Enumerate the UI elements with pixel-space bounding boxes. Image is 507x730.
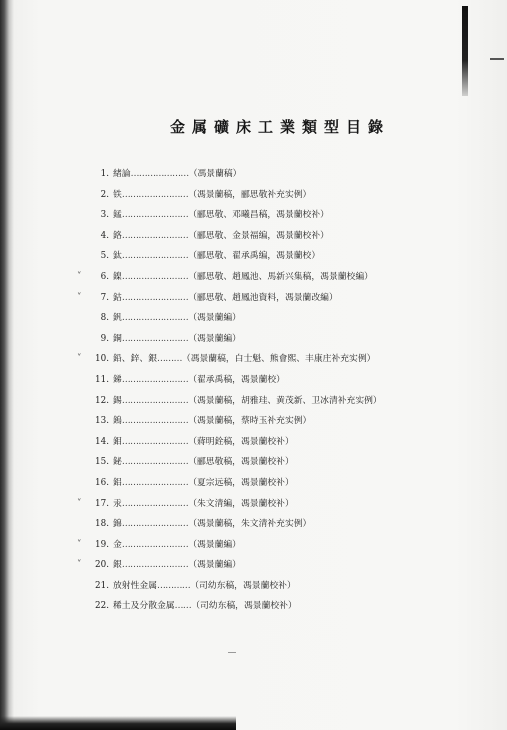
entry-title: 銅: [113, 333, 122, 344]
entry-credit: （朱文清編，馮景蘭校补）: [188, 498, 294, 509]
toc-entry: [86, 226, 446, 247]
toc-entry: [86, 411, 446, 432]
entry-credit: （郦思敬、金景福编，馮景蘭校补）: [188, 230, 329, 241]
scan-shadow-left: [0, 0, 14, 730]
page-title: 金属礦床工業類型目錄: [170, 118, 391, 136]
entry-leader-dots: ……………………: [121, 251, 189, 262]
entry-number: 4.: [100, 230, 109, 241]
entry-credit: （司幼东稿，馮景蘭校补）: [190, 580, 296, 591]
handwritten-checkmark: ˅: [77, 354, 82, 365]
entry-number: 7.: [100, 292, 109, 303]
toc-entry: [86, 391, 446, 412]
entry-title: 鉛、鋅、銀: [113, 354, 157, 365]
entry-number: 6.: [100, 271, 109, 282]
entry-leader-dots: ……………………: [121, 519, 189, 530]
entry-leader-dots: ……………………: [121, 539, 189, 550]
entry-title: 釩: [113, 313, 122, 324]
entry-credit: （馮景蘭編）: [188, 313, 241, 324]
entry-number: 18.: [95, 519, 109, 530]
handwritten-checkmark: ˅: [77, 498, 82, 509]
entry-leader-dots: ……………………: [121, 395, 189, 406]
entry-credit: （馮景蘭編）: [188, 539, 241, 550]
entry-leader-dots: ……………………: [121, 230, 189, 241]
toc-entry: [77, 349, 446, 370]
toc-entry: [86, 432, 446, 453]
entry-credit: （馮景蘭稿，胡雅珪、黄茂新、卫冰清补充实例）: [188, 395, 382, 406]
entry-number: 19.: [95, 539, 109, 550]
entry-leader-dots: ………: [157, 354, 182, 365]
entry-number: 11.: [95, 374, 109, 385]
entry-credit: （夏宗远稿，馮景蘭校补）: [188, 477, 294, 488]
entry-number: 15.: [95, 457, 109, 468]
entry-title: 稀土及分散金属: [113, 601, 175, 612]
entry-title: 鉍: [113, 457, 122, 468]
entry-title: 銀: [113, 560, 122, 571]
entry-title: 緒論: [113, 169, 131, 179]
entry-credit: （郦思敬、趙鳳池資料，馮景蘭改編）: [188, 292, 338, 303]
entry-leader-dots: ……………………: [121, 271, 189, 282]
toc-entry: [77, 288, 446, 309]
scan-mark-right: [490, 58, 504, 60]
entry-number: 1.: [100, 169, 109, 179]
entry-number: 22.: [95, 601, 109, 612]
entry-number: 13.: [95, 416, 109, 427]
toc-entry: [86, 576, 446, 597]
entry-title: 铁: [113, 189, 122, 200]
toc-entry: [77, 535, 446, 556]
entry-number: 8.: [100, 313, 109, 324]
entry-leader-dots: ……………………: [121, 210, 189, 221]
toc-entry: [86, 370, 446, 391]
entry-credit: （蔣明銓稿，馮景蘭校补）: [188, 436, 294, 447]
entry-credit: （翟承禹稿，馮景蘭校）: [188, 374, 285, 385]
entry-leader-dots: ……………………: [121, 477, 189, 488]
toc-entry: [86, 164, 446, 185]
scan-shadow-bottom: [0, 716, 236, 730]
entry-number: 16.: [95, 477, 109, 488]
entry-title: 鎢: [113, 416, 122, 427]
toc-entry: [86, 205, 446, 226]
entry-title: 錦: [113, 519, 122, 530]
entry-number: 14.: [95, 436, 109, 447]
scan-shadow-right: [462, 6, 468, 96]
entry-title: 金: [113, 539, 122, 550]
entry-title: 錳: [113, 210, 122, 221]
entry-leader-dots: ……………………: [121, 189, 189, 200]
entry-leader-dots: ……………………: [121, 436, 189, 447]
toc-entry: [86, 185, 446, 206]
entry-credit: （馮景蘭稿）: [188, 169, 242, 179]
toc-entry: [86, 246, 446, 267]
entry-credit: （馮景蘭編）: [188, 560, 241, 571]
entry-title: 銻: [113, 374, 122, 385]
entry-title: 汞: [113, 498, 122, 509]
entry-title: 鈷: [113, 292, 122, 303]
table-of-contents: [77, 164, 446, 617]
entry-title: 鋁: [113, 477, 122, 488]
entry-number: 5.: [100, 251, 109, 262]
entry-credit: （馮景蘭稿，朱文清补充实例）: [188, 519, 312, 530]
entry-leader-dots: ……: [174, 601, 192, 612]
handwritten-checkmark: ˅: [77, 560, 82, 571]
entry-number: 20.: [95, 560, 109, 571]
entry-leader-dots: ……………………: [121, 498, 189, 509]
entry-credit: （馮景蘭稿，白士魁、熊會熙、丰康庄补充实例）: [181, 354, 376, 365]
entry-number: 10.: [95, 354, 109, 365]
entry-leader-dots: …………: [157, 580, 191, 591]
entry-leader-dots: ……………………: [121, 560, 189, 571]
entry-leader-dots: ……………………: [121, 313, 189, 324]
entry-leader-dots: ……………………: [121, 333, 189, 344]
entry-leader-dots: ……………………: [121, 416, 189, 427]
toc-entry: [77, 555, 446, 576]
entry-title: 錫: [113, 395, 122, 406]
entry-number: 12.: [95, 395, 109, 406]
entry-title: 鉬: [113, 436, 122, 447]
entry-title: 鈦: [113, 251, 122, 262]
toc-entry: [86, 308, 446, 329]
entry-number: 9.: [100, 333, 109, 344]
entry-credit: （馮景蘭稿，蔡時玉补充实例）: [188, 416, 312, 427]
entry-number: 21.: [95, 580, 109, 591]
toc-entry: [77, 494, 446, 515]
toc-entry: [86, 596, 446, 617]
entry-credit: （郦思敬、翟承禹编，馮景蘭校）: [188, 251, 321, 262]
entry-leader-dots: ……………………: [121, 374, 189, 385]
handwritten-checkmark: ˅: [77, 292, 82, 303]
entry-title: 放射性金属: [113, 580, 157, 591]
toc-entry: [86, 473, 446, 494]
entry-leader-dots: ……………………: [121, 457, 189, 468]
toc-entry: [86, 329, 446, 350]
entry-credit: （司幼东稿，馮景蘭校补）: [191, 601, 297, 612]
entry-credit: （馮景蘭編）: [188, 333, 241, 344]
entry-credit: （郦思敬、趙鳳池、馬新兴集稿，馮景蘭校編）: [188, 271, 373, 282]
entry-leader-dots: …………………: [130, 169, 189, 179]
toc-entry: [86, 452, 446, 473]
entry-title: 鎳: [113, 271, 122, 282]
entry-number: 3.: [100, 210, 109, 221]
entry-number: 17.: [95, 498, 109, 509]
entry-leader-dots: ……………………: [121, 292, 189, 303]
toc-entry: [77, 267, 446, 288]
entry-number: 2.: [100, 189, 109, 200]
entry-credit: （郦思敬、邓曦昌稿，馮景蘭校补）: [188, 210, 329, 221]
handwritten-checkmark: ˅: [77, 271, 82, 282]
handwritten-checkmark: ˅: [77, 539, 82, 550]
entry-title: 鉻: [113, 230, 122, 241]
entry-credit: （馮景蘭稿，郦思敬补充实例）: [188, 189, 312, 200]
toc-entry: [86, 514, 446, 535]
entry-credit: （郦思敬稿，馮景蘭校补）: [188, 457, 294, 468]
page-mark: [228, 652, 236, 653]
